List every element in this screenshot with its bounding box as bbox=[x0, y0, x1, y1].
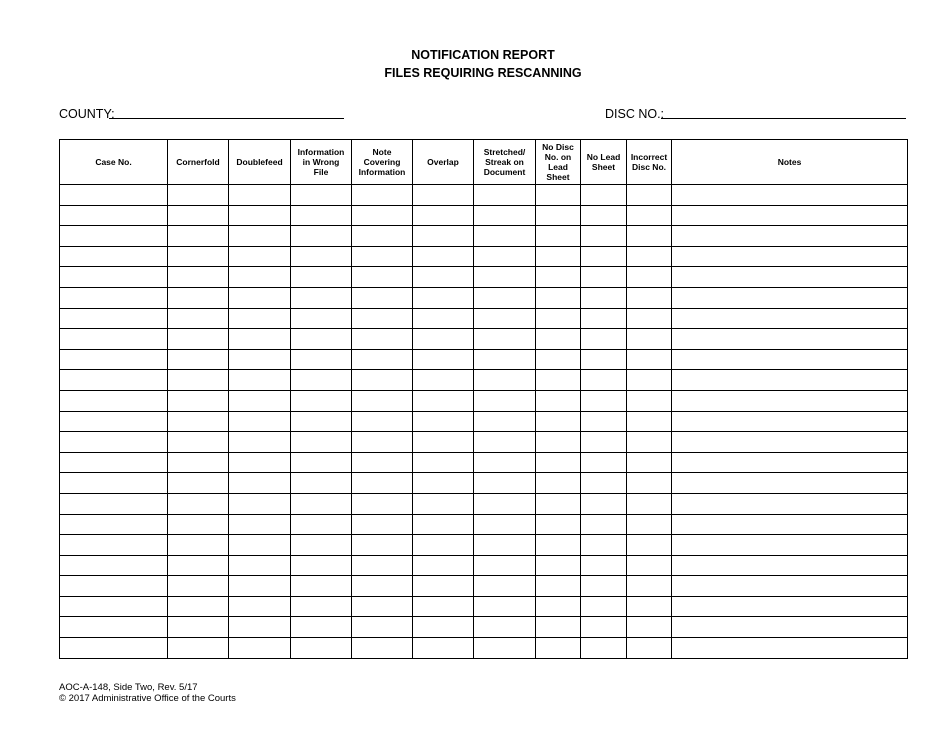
table-cell[interactable] bbox=[581, 205, 627, 226]
table-cell[interactable] bbox=[229, 432, 291, 453]
table-cell[interactable] bbox=[352, 287, 413, 308]
table-cell[interactable] bbox=[627, 432, 672, 453]
table-cell[interactable] bbox=[413, 185, 474, 206]
table-cell[interactable] bbox=[291, 308, 352, 329]
table-cell[interactable] bbox=[168, 226, 229, 247]
table-cell[interactable] bbox=[60, 370, 168, 391]
table-cell[interactable] bbox=[291, 452, 352, 473]
table-cell[interactable] bbox=[168, 308, 229, 329]
table-cell[interactable] bbox=[627, 370, 672, 391]
table-cell[interactable] bbox=[168, 329, 229, 350]
table-row bbox=[60, 596, 908, 617]
table-cell[interactable] bbox=[413, 493, 474, 514]
table-cell[interactable] bbox=[229, 514, 291, 535]
table-cell[interactable] bbox=[627, 390, 672, 411]
table-row bbox=[60, 205, 908, 226]
county-label: COUNTY: bbox=[59, 107, 115, 121]
table-cell[interactable] bbox=[672, 411, 908, 432]
table-cell[interactable] bbox=[60, 226, 168, 247]
table-cell[interactable] bbox=[672, 205, 908, 226]
table-cell[interactable] bbox=[672, 370, 908, 391]
table-cell[interactable] bbox=[536, 432, 581, 453]
table-cell[interactable] bbox=[672, 349, 908, 370]
table-row bbox=[60, 638, 908, 659]
col-case-no: Case No. bbox=[60, 140, 168, 185]
table-cell[interactable] bbox=[291, 267, 352, 288]
table-cell[interactable] bbox=[168, 452, 229, 473]
table-cell[interactable] bbox=[474, 205, 536, 226]
table-cell[interactable] bbox=[672, 329, 908, 350]
table-cell[interactable] bbox=[352, 349, 413, 370]
table-cell[interactable] bbox=[672, 576, 908, 597]
table-cell[interactable] bbox=[536, 576, 581, 597]
table-cell[interactable] bbox=[60, 473, 168, 494]
table-cell[interactable] bbox=[413, 329, 474, 350]
table-cell[interactable] bbox=[60, 576, 168, 597]
table-cell[interactable] bbox=[672, 452, 908, 473]
table-cell[interactable] bbox=[352, 329, 413, 350]
table-cell[interactable] bbox=[291, 246, 352, 267]
table-cell[interactable] bbox=[627, 514, 672, 535]
table-cell[interactable] bbox=[581, 185, 627, 206]
table-cell[interactable] bbox=[536, 411, 581, 432]
table-cell[interactable] bbox=[60, 246, 168, 267]
table-cell[interactable] bbox=[672, 287, 908, 308]
table-cell[interactable] bbox=[413, 596, 474, 617]
table-cell[interactable] bbox=[352, 267, 413, 288]
table-cell[interactable] bbox=[474, 514, 536, 535]
table-cell[interactable] bbox=[627, 329, 672, 350]
table-cell[interactable] bbox=[352, 493, 413, 514]
table-cell[interactable] bbox=[168, 638, 229, 659]
table-cell[interactable] bbox=[291, 432, 352, 453]
table-cell[interactable] bbox=[627, 267, 672, 288]
table-cell[interactable] bbox=[291, 226, 352, 247]
table-cell[interactable] bbox=[168, 432, 229, 453]
table-cell[interactable] bbox=[168, 535, 229, 556]
table-cell[interactable] bbox=[291, 535, 352, 556]
report-subtitle: FILES REQUIRING RESCANNING bbox=[384, 66, 582, 80]
table-cell[interactable] bbox=[474, 370, 536, 391]
table-row bbox=[60, 432, 908, 453]
table-cell[interactable] bbox=[352, 555, 413, 576]
report-title: NOTIFICATION REPORT bbox=[411, 48, 555, 62]
table-row bbox=[60, 493, 908, 514]
table-row bbox=[60, 287, 908, 308]
table-cell[interactable] bbox=[672, 267, 908, 288]
table-cell[interactable] bbox=[581, 246, 627, 267]
table-cell[interactable] bbox=[291, 349, 352, 370]
table-cell[interactable] bbox=[536, 349, 581, 370]
table-cell[interactable] bbox=[474, 493, 536, 514]
table-row bbox=[60, 617, 908, 638]
table-cell[interactable] bbox=[581, 535, 627, 556]
table-cell[interactable] bbox=[536, 287, 581, 308]
table-cell[interactable] bbox=[536, 308, 581, 329]
table-cell[interactable] bbox=[229, 370, 291, 391]
table-cell[interactable] bbox=[291, 514, 352, 535]
table-cell[interactable] bbox=[60, 596, 168, 617]
table-cell[interactable] bbox=[352, 246, 413, 267]
table-cell[interactable] bbox=[60, 617, 168, 638]
table-cell[interactable] bbox=[672, 638, 908, 659]
table-cell[interactable] bbox=[291, 638, 352, 659]
col-no-disc-no-lead-sheet: No Disc No. on Lead Sheet bbox=[536, 140, 581, 185]
table-cell[interactable] bbox=[581, 287, 627, 308]
table-cell[interactable] bbox=[627, 308, 672, 329]
table-cell[interactable] bbox=[581, 514, 627, 535]
table-cell[interactable] bbox=[581, 370, 627, 391]
table-cell[interactable] bbox=[413, 287, 474, 308]
table-cell[interactable] bbox=[291, 617, 352, 638]
table-cell[interactable] bbox=[60, 205, 168, 226]
table-cell[interactable] bbox=[229, 452, 291, 473]
table-cell[interactable] bbox=[352, 185, 413, 206]
table-cell[interactable] bbox=[627, 493, 672, 514]
table-cell[interactable] bbox=[60, 493, 168, 514]
table-row bbox=[60, 514, 908, 535]
table-cell[interactable] bbox=[474, 452, 536, 473]
table-cell[interactable] bbox=[474, 390, 536, 411]
table-cell[interactable] bbox=[627, 617, 672, 638]
table-cell[interactable] bbox=[229, 411, 291, 432]
table-cell[interactable] bbox=[581, 226, 627, 247]
table-cell[interactable] bbox=[229, 329, 291, 350]
table-cell[interactable] bbox=[627, 638, 672, 659]
table-cell[interactable] bbox=[536, 226, 581, 247]
table-cell[interactable] bbox=[168, 617, 229, 638]
table-cell[interactable] bbox=[168, 411, 229, 432]
disc-no-field[interactable] bbox=[661, 118, 906, 119]
table-row bbox=[60, 555, 908, 576]
table-cell[interactable] bbox=[536, 205, 581, 226]
table-cell[interactable] bbox=[291, 287, 352, 308]
table-cell[interactable] bbox=[536, 452, 581, 473]
table-cell[interactable] bbox=[581, 596, 627, 617]
table-cell[interactable] bbox=[60, 329, 168, 350]
table-cell[interactable] bbox=[60, 514, 168, 535]
table-cell[interactable] bbox=[474, 226, 536, 247]
col-doublefeed: Doublefeed bbox=[229, 140, 291, 185]
table-cell[interactable] bbox=[581, 329, 627, 350]
table-row bbox=[60, 246, 908, 267]
table-cell[interactable] bbox=[413, 267, 474, 288]
table-cell[interactable] bbox=[291, 596, 352, 617]
table-body bbox=[60, 185, 908, 659]
table-cell[interactable] bbox=[168, 473, 229, 494]
table-cell[interactable] bbox=[474, 287, 536, 308]
table-header-row bbox=[60, 140, 908, 185]
table-cell[interactable] bbox=[581, 473, 627, 494]
table-cell[interactable] bbox=[627, 287, 672, 308]
table-cell[interactable] bbox=[291, 493, 352, 514]
table-row bbox=[60, 370, 908, 391]
table-cell[interactable] bbox=[60, 411, 168, 432]
table-cell[interactable] bbox=[672, 535, 908, 556]
table-cell[interactable] bbox=[627, 411, 672, 432]
table-row bbox=[60, 576, 908, 597]
table-cell[interactable] bbox=[60, 638, 168, 659]
table-cell[interactable] bbox=[229, 246, 291, 267]
table-cell[interactable] bbox=[536, 185, 581, 206]
table-cell[interactable] bbox=[60, 287, 168, 308]
table-cell[interactable] bbox=[474, 535, 536, 556]
table-cell[interactable] bbox=[291, 576, 352, 597]
table-cell[interactable] bbox=[229, 226, 291, 247]
table-cell[interactable] bbox=[581, 390, 627, 411]
table-cell[interactable] bbox=[536, 535, 581, 556]
table-cell[interactable] bbox=[60, 349, 168, 370]
form-id: AOC-A-148, Side Two, Rev. 5/17 bbox=[59, 682, 198, 693]
table-cell[interactable] bbox=[413, 432, 474, 453]
table-cell[interactable] bbox=[474, 308, 536, 329]
table-cell[interactable] bbox=[536, 370, 581, 391]
table-cell[interactable] bbox=[536, 390, 581, 411]
table-cell[interactable] bbox=[581, 638, 627, 659]
table-cell[interactable] bbox=[536, 514, 581, 535]
table-cell[interactable] bbox=[229, 287, 291, 308]
table-cell[interactable] bbox=[672, 493, 908, 514]
table-cell[interactable] bbox=[60, 308, 168, 329]
table-cell[interactable] bbox=[168, 349, 229, 370]
table-cell[interactable] bbox=[413, 535, 474, 556]
table-cell[interactable] bbox=[627, 246, 672, 267]
table-cell[interactable] bbox=[474, 638, 536, 659]
table-cell[interactable] bbox=[627, 205, 672, 226]
table-cell[interactable] bbox=[413, 473, 474, 494]
table-cell[interactable] bbox=[581, 576, 627, 597]
table-cell[interactable] bbox=[672, 617, 908, 638]
table-cell[interactable] bbox=[60, 390, 168, 411]
table-cell[interactable] bbox=[672, 308, 908, 329]
table-cell[interactable] bbox=[291, 555, 352, 576]
table-cell[interactable] bbox=[60, 452, 168, 473]
table-cell[interactable] bbox=[229, 267, 291, 288]
table-cell[interactable] bbox=[536, 555, 581, 576]
table-cell[interactable] bbox=[672, 390, 908, 411]
table-cell[interactable] bbox=[672, 555, 908, 576]
table-cell[interactable] bbox=[229, 638, 291, 659]
table-cell[interactable] bbox=[229, 349, 291, 370]
table-cell[interactable] bbox=[60, 185, 168, 206]
col-cornerfold: Cornerfold bbox=[168, 140, 229, 185]
table-cell[interactable] bbox=[627, 473, 672, 494]
table-cell[interactable] bbox=[60, 535, 168, 556]
table-cell[interactable] bbox=[352, 308, 413, 329]
county-field[interactable] bbox=[109, 118, 344, 119]
table-row bbox=[60, 411, 908, 432]
table-cell[interactable] bbox=[168, 555, 229, 576]
table-cell[interactable] bbox=[474, 267, 536, 288]
table-cell[interactable] bbox=[413, 555, 474, 576]
table-cell[interactable] bbox=[581, 267, 627, 288]
col-no-lead-sheet: No Lead Sheet bbox=[581, 140, 627, 185]
table-cell[interactable] bbox=[413, 308, 474, 329]
table-row bbox=[60, 308, 908, 329]
table-cell[interactable] bbox=[168, 576, 229, 597]
table-cell[interactable] bbox=[474, 473, 536, 494]
col-note-covering-information: Note Covering Information bbox=[352, 140, 413, 185]
table-cell[interactable] bbox=[229, 596, 291, 617]
table-cell[interactable] bbox=[291, 205, 352, 226]
table-cell[interactable] bbox=[627, 576, 672, 597]
table-cell[interactable] bbox=[581, 555, 627, 576]
table-cell[interactable] bbox=[229, 308, 291, 329]
table-cell[interactable] bbox=[413, 617, 474, 638]
table-row bbox=[60, 390, 908, 411]
table-cell[interactable] bbox=[581, 411, 627, 432]
table-cell[interactable] bbox=[672, 514, 908, 535]
table-cell[interactable] bbox=[627, 535, 672, 556]
table-cell[interactable] bbox=[413, 390, 474, 411]
table-row bbox=[60, 452, 908, 473]
table-cell[interactable] bbox=[168, 514, 229, 535]
table-cell[interactable] bbox=[536, 596, 581, 617]
table-cell[interactable] bbox=[672, 185, 908, 206]
table-cell[interactable] bbox=[474, 596, 536, 617]
table-cell[interactable] bbox=[672, 432, 908, 453]
table-cell[interactable] bbox=[229, 576, 291, 597]
table-cell[interactable] bbox=[672, 596, 908, 617]
table-cell[interactable] bbox=[291, 329, 352, 350]
table-cell[interactable] bbox=[474, 246, 536, 267]
table-cell[interactable] bbox=[291, 473, 352, 494]
table-cell[interactable] bbox=[581, 432, 627, 453]
table-cell[interactable] bbox=[581, 617, 627, 638]
table-cell[interactable] bbox=[413, 638, 474, 659]
table-cell[interactable] bbox=[536, 638, 581, 659]
table-cell[interactable] bbox=[536, 267, 581, 288]
table-cell[interactable] bbox=[536, 246, 581, 267]
table-cell[interactable] bbox=[627, 452, 672, 473]
table-cell[interactable] bbox=[352, 617, 413, 638]
table-cell[interactable] bbox=[60, 432, 168, 453]
table-cell[interactable] bbox=[352, 432, 413, 453]
table-row bbox=[60, 535, 908, 556]
table-cell[interactable] bbox=[229, 185, 291, 206]
table-cell[interactable] bbox=[413, 349, 474, 370]
table-cell[interactable] bbox=[536, 329, 581, 350]
table-cell[interactable] bbox=[291, 370, 352, 391]
table-cell[interactable] bbox=[474, 185, 536, 206]
table-cell[interactable] bbox=[291, 390, 352, 411]
table-cell[interactable] bbox=[168, 596, 229, 617]
table-cell[interactable] bbox=[413, 452, 474, 473]
table-row bbox=[60, 349, 908, 370]
rescan-table bbox=[59, 139, 908, 659]
table-cell[interactable] bbox=[474, 349, 536, 370]
table-row bbox=[60, 329, 908, 350]
table-cell[interactable] bbox=[168, 287, 229, 308]
table-cell[interactable] bbox=[627, 555, 672, 576]
table-cell[interactable] bbox=[229, 473, 291, 494]
table-cell[interactable] bbox=[672, 473, 908, 494]
table-cell[interactable] bbox=[581, 493, 627, 514]
table-cell[interactable] bbox=[581, 452, 627, 473]
table-cell[interactable] bbox=[60, 555, 168, 576]
table-cell[interactable] bbox=[474, 432, 536, 453]
table-cell[interactable] bbox=[352, 390, 413, 411]
table-cell[interactable] bbox=[352, 370, 413, 391]
table-cell[interactable] bbox=[168, 493, 229, 514]
table-cell[interactable] bbox=[581, 308, 627, 329]
disc-no-label: DISC NO.: bbox=[605, 107, 665, 121]
table-cell[interactable] bbox=[413, 226, 474, 247]
table-cell[interactable] bbox=[413, 246, 474, 267]
table-cell[interactable] bbox=[168, 267, 229, 288]
table-cell[interactable] bbox=[352, 205, 413, 226]
table-cell[interactable] bbox=[352, 576, 413, 597]
table-cell[interactable] bbox=[229, 205, 291, 226]
table-cell[interactable] bbox=[474, 617, 536, 638]
table-cell[interactable] bbox=[413, 576, 474, 597]
table-cell[interactable] bbox=[474, 576, 536, 597]
table-cell[interactable] bbox=[627, 226, 672, 247]
table-cell[interactable] bbox=[413, 370, 474, 391]
table-cell[interactable] bbox=[413, 514, 474, 535]
table-cell[interactable] bbox=[536, 493, 581, 514]
table-cell[interactable] bbox=[413, 205, 474, 226]
table-cell[interactable] bbox=[474, 329, 536, 350]
table-cell[interactable] bbox=[229, 555, 291, 576]
table-cell[interactable] bbox=[229, 617, 291, 638]
table-cell[interactable] bbox=[168, 205, 229, 226]
table-cell[interactable] bbox=[627, 185, 672, 206]
table-cell[interactable] bbox=[352, 473, 413, 494]
table-cell[interactable] bbox=[536, 617, 581, 638]
col-incorrect-disc-no: Incorrect Disc No. bbox=[627, 140, 672, 185]
col-information-wrong-file: Information in Wrong File bbox=[291, 140, 352, 185]
table-cell[interactable] bbox=[413, 411, 474, 432]
table-cell[interactable] bbox=[627, 349, 672, 370]
table-row bbox=[60, 473, 908, 494]
table-cell[interactable] bbox=[536, 473, 581, 494]
table-cell[interactable] bbox=[672, 226, 908, 247]
table-cell[interactable] bbox=[627, 596, 672, 617]
col-overlap: Overlap bbox=[413, 140, 474, 185]
table-cell[interactable] bbox=[291, 411, 352, 432]
table-row bbox=[60, 185, 908, 206]
table-cell[interactable] bbox=[168, 370, 229, 391]
col-stretched-streak: Stretched/ Streak on Document bbox=[474, 140, 536, 185]
table-cell[interactable] bbox=[168, 246, 229, 267]
table-cell[interactable] bbox=[352, 596, 413, 617]
table-row bbox=[60, 226, 908, 247]
table-cell[interactable] bbox=[291, 185, 352, 206]
col-notes: Notes bbox=[672, 140, 908, 185]
table-cell[interactable] bbox=[352, 226, 413, 247]
table-cell[interactable] bbox=[352, 514, 413, 535]
table-cell[interactable] bbox=[168, 390, 229, 411]
table-cell[interactable] bbox=[352, 452, 413, 473]
table-cell[interactable] bbox=[352, 535, 413, 556]
table-cell[interactable] bbox=[60, 267, 168, 288]
table-cell[interactable] bbox=[474, 555, 536, 576]
table-cell[interactable] bbox=[672, 246, 908, 267]
table-cell[interactable] bbox=[581, 349, 627, 370]
table-row bbox=[60, 267, 908, 288]
table-cell[interactable] bbox=[229, 535, 291, 556]
table-cell[interactable] bbox=[229, 390, 291, 411]
table-cell[interactable] bbox=[474, 411, 536, 432]
table-cell[interactable] bbox=[352, 638, 413, 659]
table-cell[interactable] bbox=[352, 411, 413, 432]
table-cell[interactable] bbox=[168, 185, 229, 206]
table-cell[interactable] bbox=[229, 493, 291, 514]
copyright: © 2017 Administrative Office of the Courts bbox=[59, 693, 236, 704]
